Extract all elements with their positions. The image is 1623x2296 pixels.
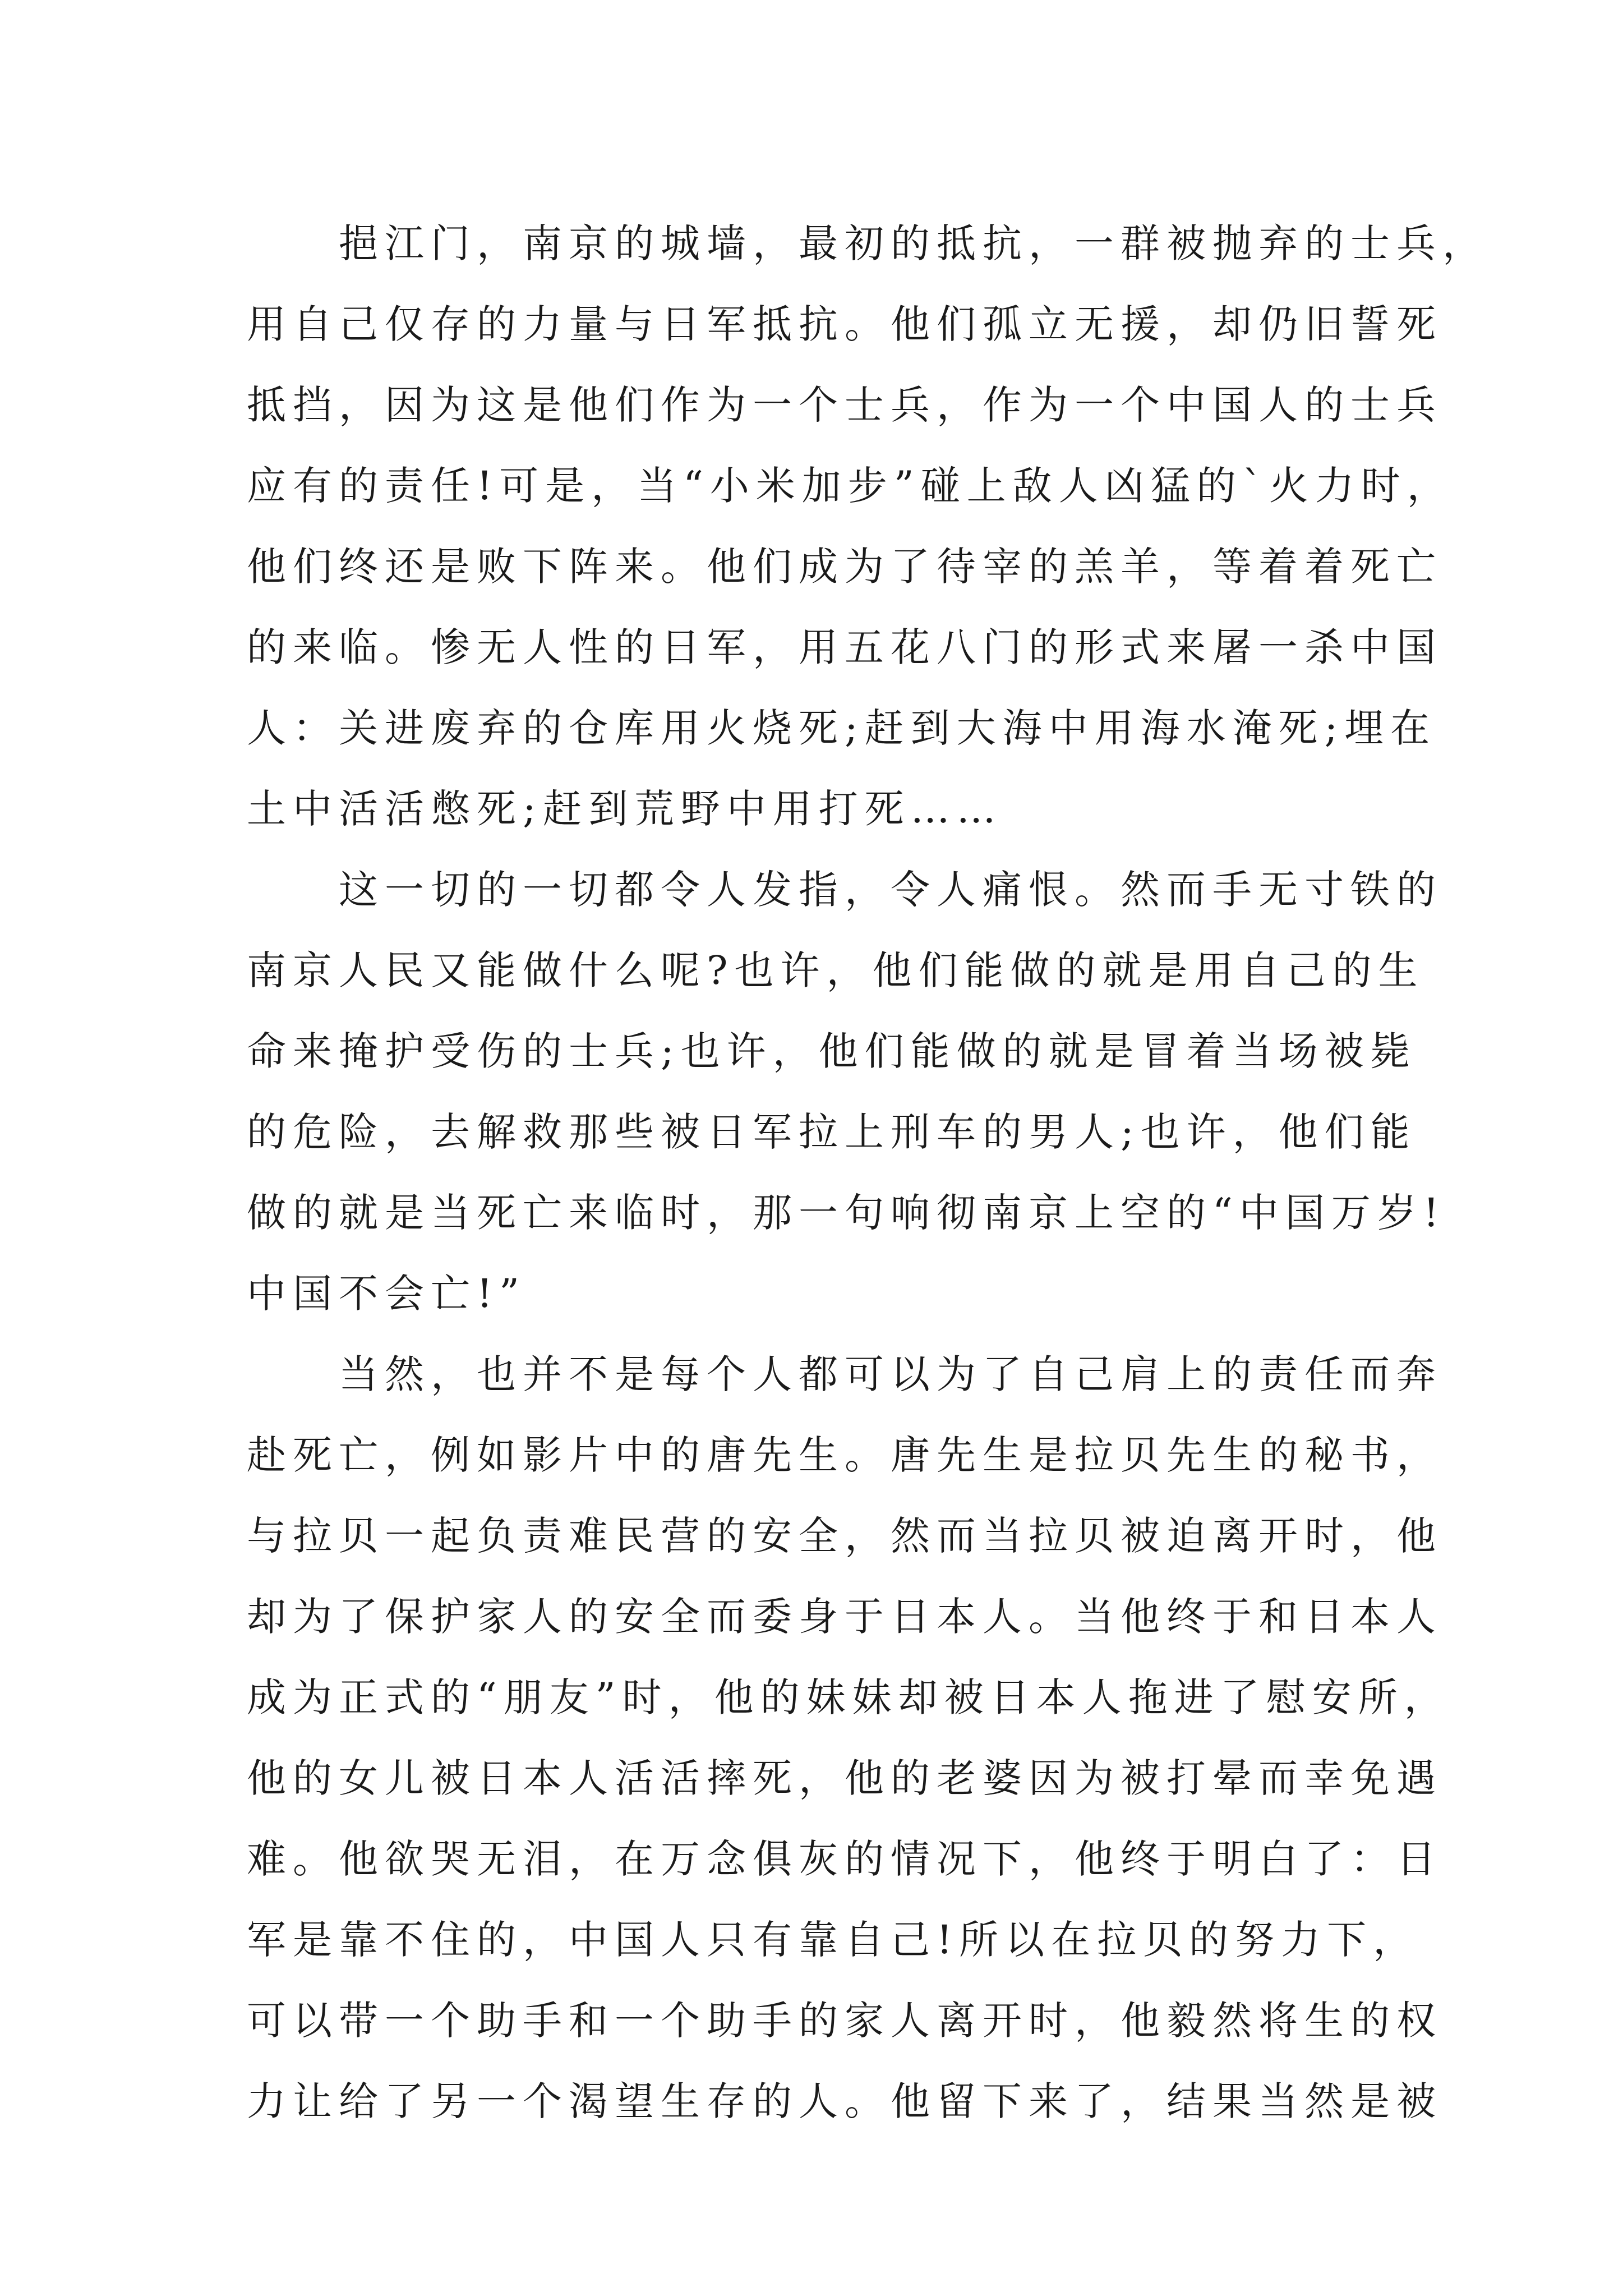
text-line: 应有的责任!可是，当“小米加步”碰上敌人凶猛的`火力时， (247, 463, 1453, 509)
text-line: 当然，也并不是每个人都可以为了自己肩上的责任而奔 (247, 1351, 1442, 1397)
text-line: 命来掩护受伤的士兵;也许，他们能做的就是冒着当场被毙 (247, 1028, 1417, 1074)
text-line: 可以带一个助手和一个助手的家人离开时，他毅然将生的权 (247, 1998, 1442, 2044)
text-line: 南京人民又能做什么呢?也许，他们能做的就是用自己的生 (247, 947, 1424, 993)
text-line: 赴死亡，例如影片中的唐先生。唐先生是拉贝先生的秘书， (247, 1432, 1442, 1478)
text-line: 抵挡，因为这是他们作为一个士兵，作为一个中国人的士兵 (247, 382, 1442, 428)
text-line: 的危险，去解救那些被日军拉上刑车的男人;也许，他们能 (247, 1109, 1417, 1155)
text-line: 力让给了另一个渴望生存的人。他留下来了，结果当然是被 (247, 2078, 1442, 2124)
text-line: 他的女儿被日本人活活摔死，他的老婆因为被打晕而幸免遇 (247, 1755, 1442, 1801)
text-line: 与拉贝一起负责难民营的安全，然而当拉贝被迫离开时，他 (247, 1513, 1442, 1559)
text-line: 难。他欲哭无泪，在万念俱灰的情况下，他终于明白了：日 (247, 1836, 1442, 1882)
text-line: 却为了保护家人的安全而委身于日本人。当他终于和日本人 (247, 1594, 1442, 1640)
text-line: 军是靠不住的，中国人只有靠自己!所以在拉贝的努力下， (247, 1917, 1419, 1963)
text-line: 这一切的一切都令人发指，令人痛恨。然而手无寸铁的 (247, 867, 1442, 913)
text-line: 成为正式的“朋友”时，他的妹妹却被日本人拖进了慰安所， (247, 1674, 1450, 1720)
paragraph (247, 1334, 1450, 2142)
text-line: 挹江门，南京的城墙，最初的抵抗，一群被抛弃的士兵， (247, 220, 1488, 266)
text-line: 做的就是当死亡来临时，那一句响彻南京上空的“中国万岁! (247, 1190, 1446, 1236)
paragraph (247, 849, 1446, 1334)
text-line: 土中活活憋死;赶到荒野中用打死…… (247, 786, 1003, 832)
document-body (247, 203, 1488, 2142)
text-line: 人：关进废弃的仓库用火烧死;赶到大海中用海水淹死;埋在 (247, 705, 1437, 751)
text-line: 中国不会亡!” (247, 1271, 526, 1317)
text-line: 的来临。惨无人性的日军，用五花八门的形式来屠一杀中国 (247, 624, 1442, 670)
text-line: 用自己仅存的力量与日军抵抗。他们孤立无援，却仍旧誓死 (247, 301, 1442, 347)
paragraph (247, 203, 1488, 849)
text-line: 他们终还是败下阵来。他们成为了待宰的羔羊，等着着死亡 (247, 544, 1442, 590)
